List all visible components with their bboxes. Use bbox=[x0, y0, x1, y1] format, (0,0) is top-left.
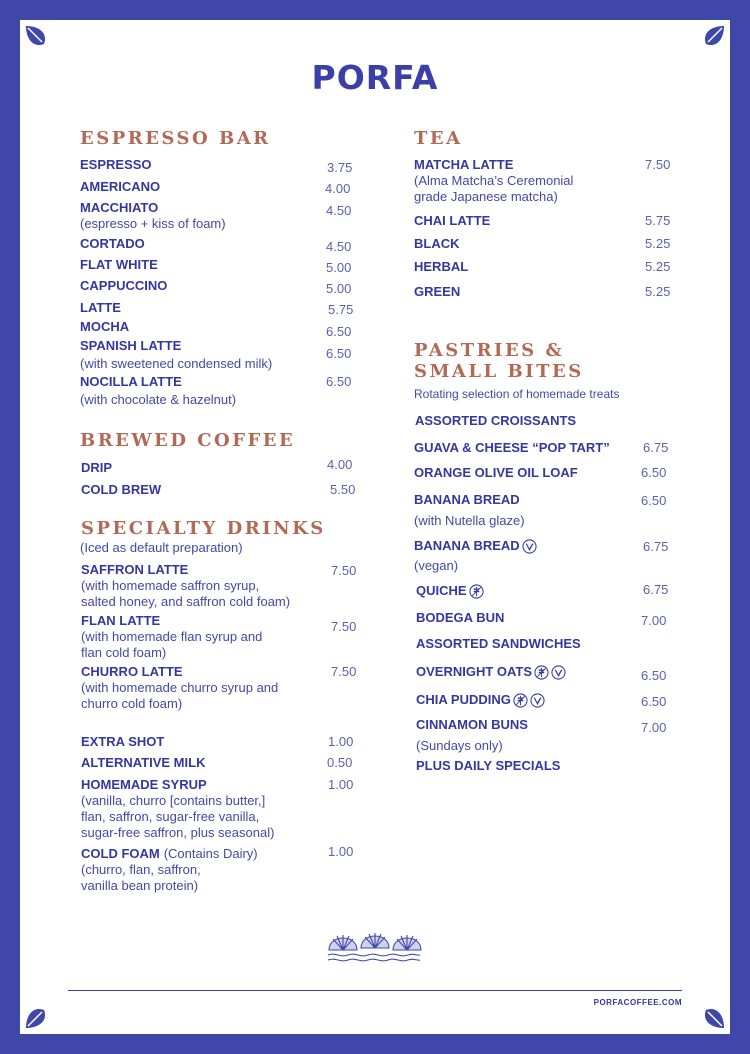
section-note: Rotating selection of homemade treats bbox=[414, 387, 620, 401]
menu-item: MACCHIATO (espresso + kiss of foam) bbox=[80, 200, 226, 231]
menu-item: SAFFRON LATTE (with homemade saffron syrup, salted honey, and saffron cold foam) bbox=[81, 562, 291, 609]
menu-item: GREEN bbox=[414, 284, 461, 299]
item-price: 7.00 bbox=[641, 613, 667, 628]
menu-item: DRIP bbox=[81, 460, 113, 475]
menu-item: ASSORTED SANDWICHES bbox=[416, 636, 581, 651]
item-price: 6.75 bbox=[643, 539, 669, 554]
menu-item: CORTADO bbox=[80, 236, 145, 251]
menu-item: BANANA BREAD (with Nutella glaze) bbox=[414, 492, 525, 528]
corner-leaf-icon bbox=[698, 22, 728, 52]
item-price: 5.25 bbox=[645, 236, 671, 251]
item-price: 6.50 bbox=[326, 324, 352, 339]
menu-item: GUAVA & CHEESE “POP TART” bbox=[414, 440, 610, 455]
corner-leaf-icon bbox=[22, 1002, 52, 1032]
menu-item: CHAI LATTE bbox=[414, 213, 491, 228]
section-title-pastries-2: SMALL BITES bbox=[414, 361, 584, 382]
corner-leaf-icon bbox=[22, 22, 52, 52]
vegan-icon bbox=[530, 693, 545, 708]
gluten-free-icon bbox=[513, 693, 528, 708]
item-price: 4.50 bbox=[326, 203, 352, 218]
section-title-espresso: ESPRESSO BAR bbox=[80, 128, 271, 149]
gluten-free-icon bbox=[534, 665, 549, 680]
section-title-tea: TEA bbox=[414, 128, 463, 149]
item-price: 7.00 bbox=[641, 720, 667, 735]
menu-item: ASSORTED CROISSANTS bbox=[415, 413, 577, 428]
item-price: 6.50 bbox=[641, 465, 667, 480]
item-price: 5.75 bbox=[328, 302, 354, 317]
item-price: 6.50 bbox=[641, 694, 667, 709]
menu-item: FLAT WHITE bbox=[80, 257, 158, 272]
menu-item: ORANGE OLIVE OIL LOAF bbox=[414, 465, 578, 480]
footer-divider bbox=[68, 990, 682, 991]
menu-item: OVERNIGHT OATS bbox=[416, 664, 566, 680]
menu-item: ESPRESSO bbox=[80, 157, 152, 172]
vegan-icon bbox=[551, 665, 566, 680]
menu-item: BANANA BREAD (vegan) bbox=[414, 538, 537, 574]
menu-item: CHIA PUDDING bbox=[416, 692, 545, 708]
brand-logo: PORFA bbox=[311, 58, 439, 97]
section-title-pastries: PASTRIES & bbox=[414, 340, 565, 361]
corner-leaf-icon bbox=[698, 1002, 728, 1032]
item-price: 3.75 bbox=[327, 160, 353, 175]
item-price: 6.50 bbox=[326, 374, 352, 389]
item-price: 6.50 bbox=[326, 346, 352, 361]
item-price: 5.25 bbox=[645, 259, 671, 274]
menu-item: COLD BREW bbox=[81, 482, 162, 497]
section-note: (Iced as default preparation) bbox=[80, 540, 243, 555]
item-price: 5.50 bbox=[330, 482, 356, 497]
item-price: 5.75 bbox=[645, 213, 671, 228]
menu-item: MOCHA bbox=[80, 319, 130, 334]
gluten-free-icon bbox=[469, 584, 484, 599]
menu-item: CHURRO LATTE (with homemade churro syrup and churro cold foam) bbox=[81, 664, 279, 711]
item-price: 1.00 bbox=[328, 777, 354, 792]
item-price: 6.50 bbox=[641, 493, 667, 508]
item-price: 6.50 bbox=[641, 668, 667, 683]
item-price: 1.00 bbox=[328, 844, 354, 859]
menu-item: MATCHA LATTE (Alma Matcha’s Ceremonial grade Japanese matcha) bbox=[414, 157, 574, 204]
menu-item: HERBAL bbox=[414, 259, 469, 274]
item-price: 6.75 bbox=[643, 582, 669, 597]
item-price: 4.00 bbox=[325, 181, 351, 196]
menu-item: CINNAMON BUNS (Sundays only) bbox=[416, 717, 528, 753]
item-price: 7.50 bbox=[645, 157, 671, 172]
item-price: 1.00 bbox=[328, 734, 354, 749]
menu-item: QUICHE bbox=[416, 583, 484, 599]
website-link[interactable]: PORFACOFFEE.COM bbox=[593, 998, 682, 1007]
menu-item: EXTRA SHOT bbox=[81, 734, 165, 749]
item-price: 6.75 bbox=[643, 440, 669, 455]
item-price: 7.50 bbox=[331, 563, 357, 578]
item-price: 5.00 bbox=[326, 260, 352, 275]
menu-item: BLACK bbox=[414, 236, 460, 251]
item-price: 4.00 bbox=[327, 457, 353, 472]
menu-item: NOCILLA LATTE (with chocolate & hazelnut) bbox=[80, 374, 237, 407]
menu-item: SPANISH LATTE (with sweetened condensed milk) bbox=[80, 338, 273, 371]
item-price: 5.00 bbox=[326, 281, 352, 296]
menu-item: ALTERNATIVE MILK bbox=[81, 755, 206, 770]
menu-item: PLUS DAILY SPECIALS bbox=[416, 758, 561, 773]
item-price: 5.25 bbox=[645, 284, 671, 299]
vegan-icon bbox=[522, 539, 537, 554]
menu-item: LATTE bbox=[80, 300, 121, 315]
menu-item: BODEGA BUN bbox=[416, 610, 505, 625]
menu-item: FLAN LATTE (with homemade flan syrup and flan cold foam) bbox=[81, 613, 263, 660]
item-price: 7.50 bbox=[331, 664, 357, 679]
menu-item: AMERICANO bbox=[80, 179, 161, 194]
scallop-shells-icon bbox=[326, 922, 422, 966]
item-price: 4.50 bbox=[326, 239, 352, 254]
item-price: 7.50 bbox=[331, 619, 357, 634]
section-title-specialty: SPECIALTY DRINKS bbox=[81, 518, 326, 539]
item-price: 0.50 bbox=[327, 755, 353, 770]
menu-item: CAPPUCCINO bbox=[80, 278, 168, 293]
menu-item: HOMEMADE SYRUP (vanilla, churro [contains butter,] flan, saffron, sugar-free vanilla, sugar-free saffron, plus seasonal) bbox=[81, 777, 275, 840]
menu-item: COLD FOAM (Contains Dairy) (churro, flan, saffron, vanilla bean protein) bbox=[81, 846, 258, 893]
section-title-brewed: BREWED COFFEE bbox=[80, 430, 296, 451]
